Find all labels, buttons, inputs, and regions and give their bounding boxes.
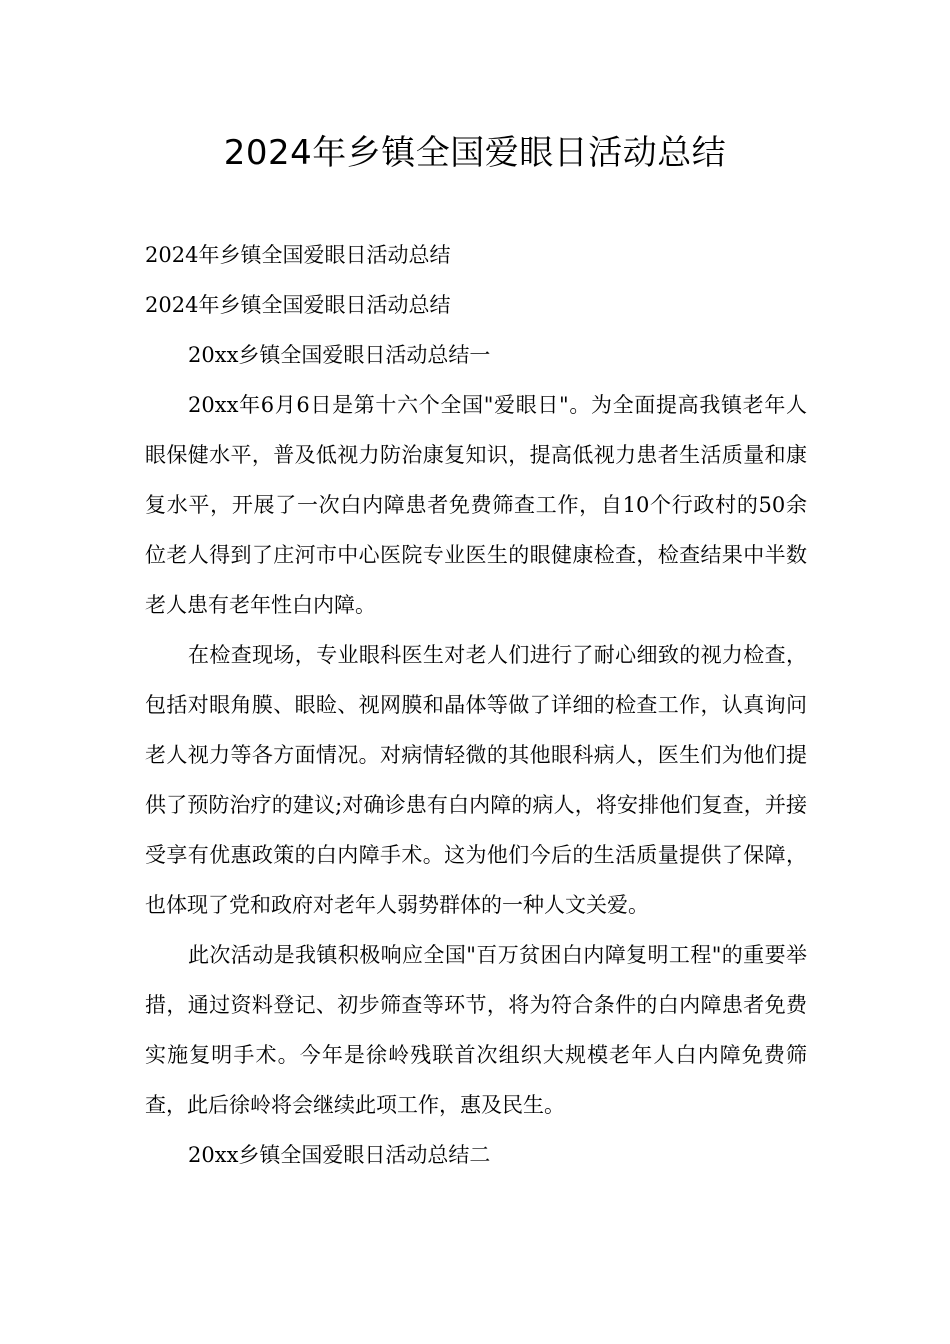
section-heading: 20xx乡镇全国爱眼日活动总结二 [188,1143,491,1167]
document-title: 2024年乡镇全国爱眼日活动总结 [223,133,727,173]
document-body [145,230,807,1180]
section-heading: 20xx乡镇全国爱眼日活动总结一 [188,343,491,367]
paragraph: 在检查现场，专业眼科医生对老人们进行了耐心细致的视力检查，包括对眼角膜、眼睑、视网膜和晶体等做了详细的检查工作，认真询问老人视力等各方面情况。对病情轻微的其他眼科病人，医生们为他们提供了预防治疗的建议;对确诊患有白内障的病人，将安排他们复查，并接受享有优惠政策的白内障手术。这为他们今后的生活质量提供了保障，也体现了党和政府对老年人弱势群体的一种人文关爱。 [145,643,807,917]
paragraph: 20xx年6月6日是第十六个全国"爱眼日"。为全面提高我镇老年人眼保健水平，普及低视力防治康复知识，提高低视力患者生活质量和康复水平，开展了一次白内障患者免费筛查工作，自10个行政村的50余位老人得到了庄河市中心医院专业医生的眼健康检查，检查结果中半数老人患有老年性白内障。 [145,393,807,617]
subtitle-line: 2024年乡镇全国爱眼日活动总结 [145,293,451,317]
paragraph: 此次活动是我镇积极响应全国"百万贫困白内障复明工程"的重要举措，通过资料登记、初步筛查等环节，将为符合条件的白内障患者免费实施复明手术。今年是徐岭残联首次组织大规模老年人白内障免费筛查，此后徐岭将会继续此项工作，惠及民生。 [145,943,807,1117]
subtitle-line: 2024年乡镇全国爱眼日活动总结 [145,243,451,267]
